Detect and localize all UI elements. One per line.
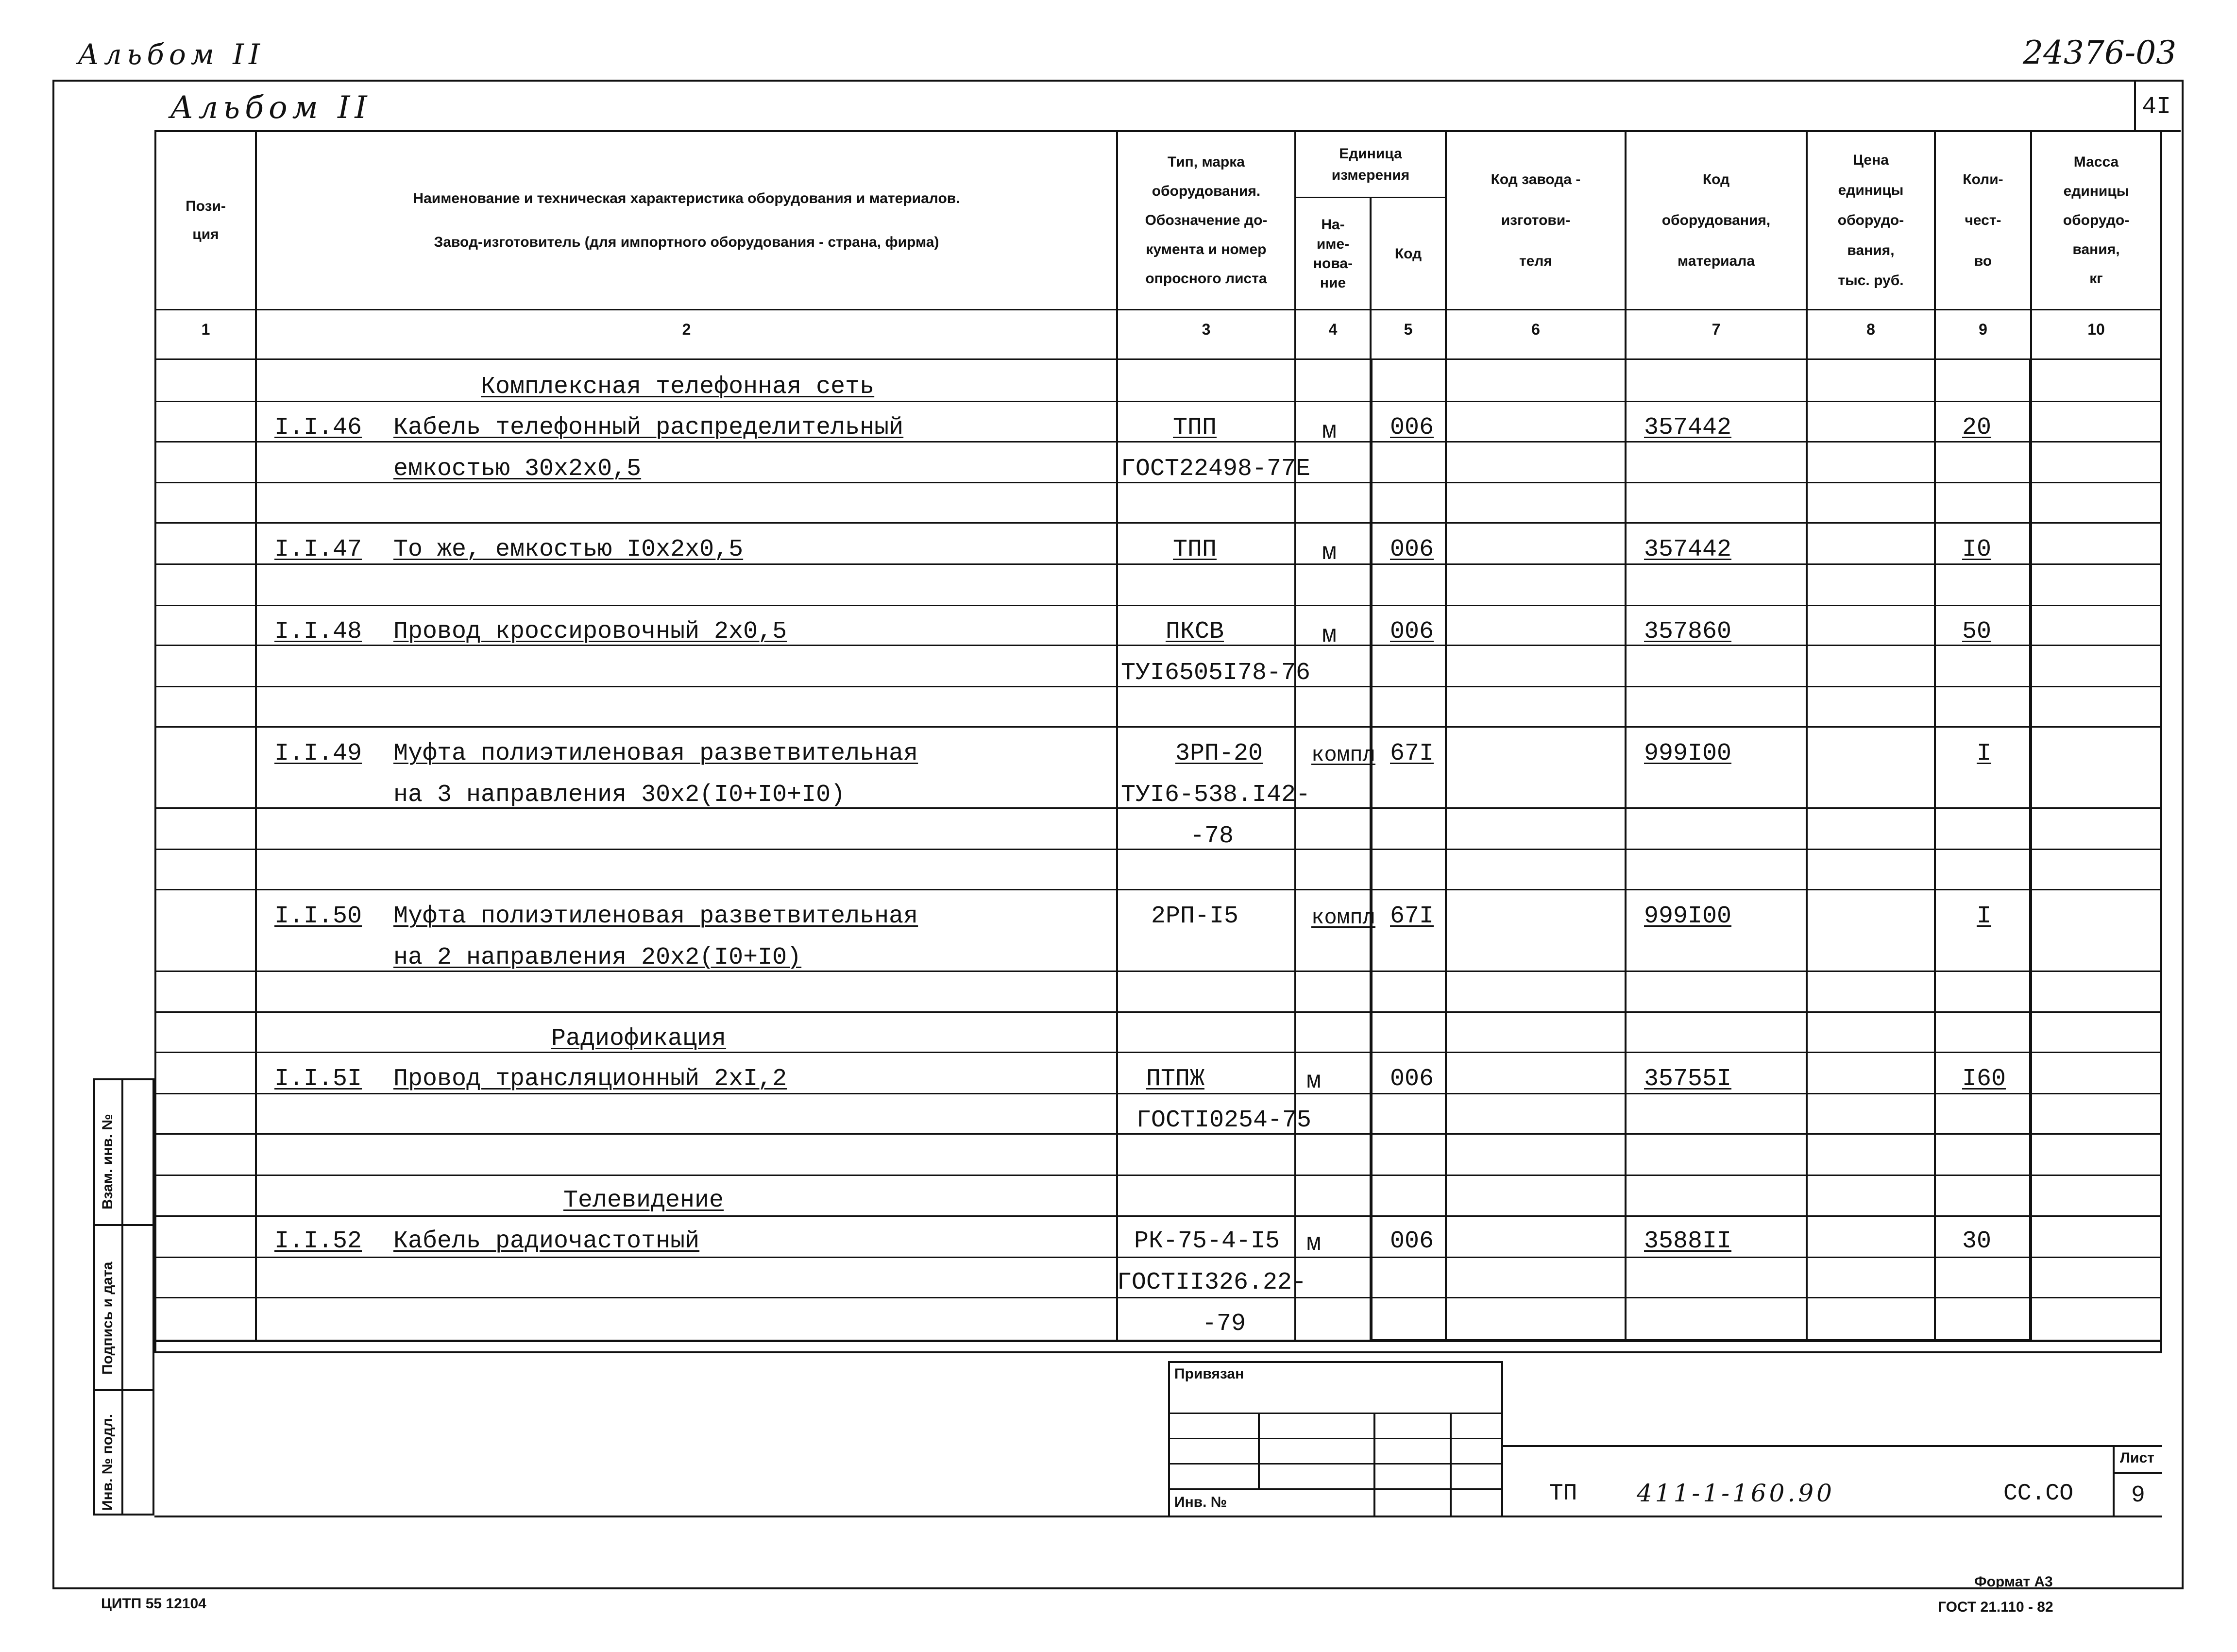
header-type: Тип, марка оборудования. Обозначение до- кумента и номер опросного листа bbox=[1145, 154, 1268, 287]
row-line bbox=[154, 522, 2162, 524]
header-name: Наименование и техническая характеристика оборудования и материалов. Завод-изготовитель (для импортного оборудования - страна, фирма) bbox=[413, 190, 960, 250]
item-type: 3РП-20 bbox=[1175, 740, 1263, 767]
section-title: Комплексная телефонная сеть bbox=[481, 373, 875, 401]
header-unit: Единица измерения bbox=[1331, 145, 1410, 183]
item-name: Муфта полиэтиленовая разветвительная bbox=[393, 903, 918, 930]
tp-label: ТП bbox=[1549, 1481, 1577, 1507]
row-line bbox=[154, 605, 2162, 606]
item-name: на 2 направления 20х2(I0+I0) bbox=[393, 944, 802, 971]
footer-printer: ЦИТП 55 12104 bbox=[101, 1596, 206, 1612]
header-price: Цена единицы оборудо- вания, тыс. руб. bbox=[1837, 152, 1904, 289]
colnum-8: 8 bbox=[1866, 321, 1875, 338]
sheet-cell-line bbox=[2113, 1472, 2162, 1474]
side-label-signature-date: Подпись и дата bbox=[100, 1261, 116, 1375]
item-unit: м bbox=[1306, 1068, 1322, 1095]
colnum-5: 5 bbox=[1404, 321, 1413, 338]
item-position: I.I.47 bbox=[274, 536, 362, 563]
colnum-7: 7 bbox=[1712, 321, 1721, 338]
item-code: 006 bbox=[1390, 536, 1434, 563]
item-material-code: 357442 bbox=[1644, 536, 1732, 563]
item-type: ТПП bbox=[1173, 536, 1217, 563]
colnum-3: 3 bbox=[1202, 321, 1211, 338]
item-type-doc: ГОСТ22498-77Е bbox=[1121, 455, 1311, 483]
item-unit: м bbox=[1322, 539, 1337, 567]
item-name: Кабель радиочастотный bbox=[393, 1227, 700, 1255]
item-quantity: I0 bbox=[1962, 536, 1992, 563]
item-name: Кабель телефонный распределительный bbox=[393, 414, 904, 442]
item-name: Муфта полиэтиленовая разветвительная bbox=[393, 740, 918, 767]
stamp-vline bbox=[1450, 1413, 1452, 1517]
item-unit: м bbox=[1306, 1230, 1322, 1258]
item-unit: компл bbox=[1311, 743, 1376, 767]
row-line bbox=[154, 1257, 2162, 1258]
row-line bbox=[154, 1175, 2162, 1176]
side-stamp-line bbox=[93, 1389, 154, 1391]
item-material-code: 999I00 bbox=[1644, 740, 1732, 767]
item-type: ТПП bbox=[1173, 414, 1217, 442]
item-quantity: I bbox=[1977, 740, 1992, 767]
corner-album-label: Альбом II bbox=[78, 38, 265, 71]
item-position: I.I.52 bbox=[274, 1227, 362, 1255]
item-material-code: 357860 bbox=[1644, 618, 1732, 646]
header-divider bbox=[154, 309, 2162, 310]
item-type-doc: -79 bbox=[1202, 1310, 1246, 1338]
item-name: на 3 направления 30х2(I0+I0+I0) bbox=[393, 781, 846, 809]
item-quantity: 20 bbox=[1962, 414, 1992, 442]
col-line-3 bbox=[1294, 130, 1296, 1340]
document-code: СС.СО bbox=[2003, 1481, 2074, 1507]
corner-document-code: 24376-03 bbox=[2023, 34, 2177, 71]
item-name: Провод трансляционный 2хI,2 bbox=[393, 1065, 787, 1093]
row-line bbox=[154, 1297, 2162, 1298]
sheet-value: 9 bbox=[2131, 1482, 2145, 1509]
row-line bbox=[154, 1093, 2162, 1094]
row-line bbox=[154, 889, 2162, 890]
section-title: Радиофикация bbox=[551, 1025, 727, 1053]
body-emphasis-frame bbox=[1370, 358, 2032, 1342]
item-type-doc: ГОСТI0254-75 bbox=[1136, 1107, 1312, 1134]
stamp-vline bbox=[1258, 1413, 1260, 1488]
header-material-code: Код оборудования, материала bbox=[1661, 171, 1771, 269]
item-type-doc: -78 bbox=[1190, 822, 1234, 850]
colnum-10: 10 bbox=[2087, 321, 2105, 338]
item-material-code: 357442 bbox=[1644, 414, 1732, 442]
item-code: 006 bbox=[1390, 1227, 1434, 1255]
stamp-line bbox=[1168, 1413, 1503, 1414]
header-position: Пози- ция bbox=[186, 198, 226, 242]
item-type: 2РП-I5 bbox=[1151, 903, 1239, 930]
item-unit: м bbox=[1322, 622, 1337, 649]
colnum-1: 1 bbox=[201, 321, 210, 338]
row-line bbox=[154, 1052, 2162, 1053]
row-line bbox=[154, 726, 2162, 728]
side-label-inv-original: Инв. № подл. bbox=[100, 1414, 116, 1511]
row-line bbox=[154, 1011, 2162, 1013]
colnum-6: 6 bbox=[1531, 321, 1540, 338]
item-position: I.I.49 bbox=[274, 740, 362, 767]
attached-label: Привязан bbox=[1174, 1366, 1244, 1382]
stamp-line bbox=[1168, 1488, 1503, 1490]
item-code: 006 bbox=[1390, 1065, 1434, 1093]
footer-gost: ГОСТ 21.110 - 82 bbox=[1938, 1599, 2053, 1615]
header-unit-code: Код bbox=[1394, 245, 1422, 262]
inner-album-label: Альбом II bbox=[170, 90, 372, 126]
sheet-label: Лист bbox=[2120, 1450, 2154, 1466]
item-material-code: 35755I bbox=[1644, 1065, 1732, 1093]
item-quantity: I60 bbox=[1962, 1065, 2006, 1093]
item-material-code: 3588II bbox=[1644, 1227, 1732, 1255]
side-label-replace-inv: Взам. инв. № bbox=[100, 1114, 116, 1209]
section-title: Телевидение bbox=[563, 1187, 724, 1214]
item-quantity: I bbox=[1977, 903, 1992, 930]
row-line bbox=[154, 1215, 2162, 1217]
item-position: I.I.5I bbox=[274, 1065, 362, 1093]
stamp-line bbox=[1168, 1463, 1503, 1465]
item-code: 006 bbox=[1390, 618, 1434, 646]
item-code: 006 bbox=[1390, 414, 1434, 442]
table-bottom-line bbox=[154, 1340, 2162, 1342]
col-line-2 bbox=[1116, 130, 1118, 1340]
item-name: То же, емкостью I0х2х0,5 bbox=[393, 536, 744, 563]
document-number: 411-1-160.90 bbox=[1637, 1479, 1835, 1507]
row-line bbox=[154, 401, 2162, 402]
sheet-number: 4I bbox=[2142, 93, 2171, 121]
inv-no-label: Инв. № bbox=[1174, 1494, 1227, 1510]
item-type: ПТПЖ bbox=[1146, 1065, 1205, 1093]
unit-subheader-line bbox=[1294, 197, 1445, 198]
item-unit: м bbox=[1322, 418, 1337, 445]
item-position: I.I.50 bbox=[274, 903, 362, 930]
row-line bbox=[154, 849, 2162, 850]
header-unit-name: На- име- нова- ние bbox=[1313, 216, 1353, 291]
item-quantity: 50 bbox=[1962, 618, 1992, 646]
header-manufacturer-code: Код завода - изготови- теля bbox=[1491, 171, 1581, 269]
sheet-box-divider bbox=[2134, 82, 2136, 130]
page-bottom-line bbox=[154, 1516, 2162, 1517]
item-quantity: 30 bbox=[1962, 1227, 1992, 1255]
colnum-2: 2 bbox=[682, 321, 691, 338]
item-material-code: 999I00 bbox=[1644, 903, 1732, 930]
item-type-doc: ТУI6-538.I42- bbox=[1121, 781, 1311, 809]
item-name: емкостью 30х2х0,5 bbox=[393, 455, 642, 483]
footer-format: Формат А3 bbox=[1974, 1574, 2053, 1590]
item-type-doc: ТУI6505I78-76 bbox=[1121, 659, 1311, 687]
item-type-doc: ГОСТII326.22- bbox=[1117, 1269, 1307, 1296]
item-position: I.I.48 bbox=[274, 618, 362, 646]
side-stamp-divider bbox=[121, 1078, 123, 1516]
item-code: 67I bbox=[1390, 740, 1434, 767]
item-type: ПКСВ bbox=[1166, 618, 1224, 646]
item-code: 67I bbox=[1390, 903, 1434, 930]
item-name: Провод кроссировочный 2х0,5 bbox=[393, 618, 787, 646]
sheet-cell-divider bbox=[2113, 1445, 2115, 1517]
colnum-9: 9 bbox=[1979, 321, 1987, 338]
col-line-1 bbox=[255, 130, 257, 1340]
header-quantity: Коли- чест- во bbox=[1963, 171, 2003, 269]
header-mass: Масса единицы оборудо- вания, кг bbox=[2063, 154, 2130, 287]
stamp-vline bbox=[1373, 1413, 1375, 1517]
colnum-4: 4 bbox=[1328, 321, 1338, 338]
item-position: I.I.46 bbox=[274, 414, 362, 442]
row-line bbox=[154, 563, 2162, 565]
stamp-line bbox=[1168, 1438, 1503, 1439]
side-stamp-line bbox=[93, 1224, 154, 1226]
item-unit: компл bbox=[1311, 906, 1376, 930]
item-type: РК-75-4-I5 bbox=[1134, 1227, 1280, 1255]
